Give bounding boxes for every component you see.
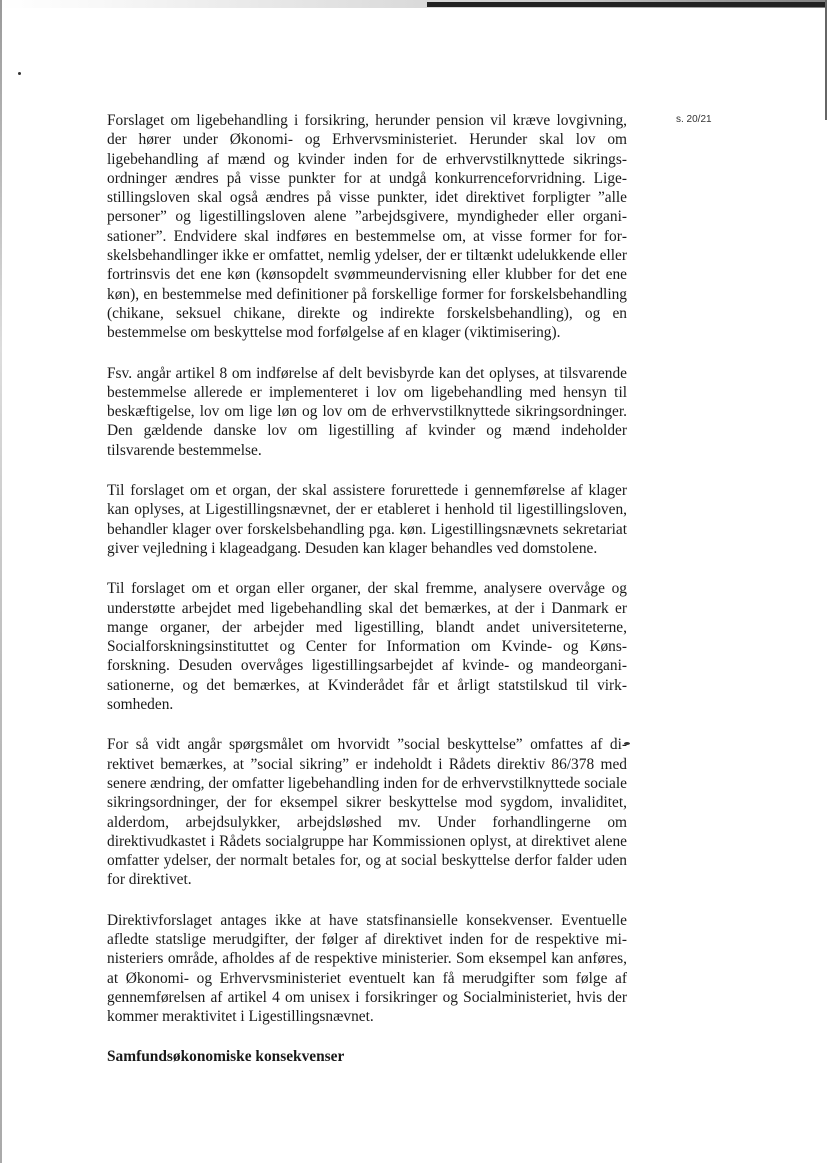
paragraph-insurance: Forslaget om ligebehandling i forsikring, herunder pension vil kræve lovgivning, der hører under Økonomi- og Erhvervsministeriet. Herunder skal lov om ligebehandling af mænd og kvinder inden for de erhvervstilknyttede sikringsordninger ændres på visse punkter for at undgå konkurrenceforvridning. Ligestillingsloven skal også ændres på visse punkter, idet direktivet forpligter ”alle personer” og ligestillingsloven alene ”arbejdsgivere, myndigheder eller organisationer”. Endvidere skal indføres en bestemmelse om, at visse former for forskelsbehandlinger ikke er omfattet, nemlig ydelser, der er tiltænkt udelukkende eller fortrinsvis det ene køn (kønsopdelt svømmeundervisning eller klubber for det ene køn), en bestemmelse med definitioner på forskellige former for forskelsbehandling (chikane, seksuel chikane, direkte og indirekte forskelsbehandling), og en bestemmelse om beskyttelse mod forfølgelse af en klager (viktimisering).: [107, 112, 627, 342]
page-reference: s. 20/21: [676, 114, 712, 125]
paragraph-complaints-body: Til forslaget om et organ, der skal assistere forurettede i gennemførelse af klager kan oplyses, at Ligestillingsnævnet, der er etableret i henhold til ligestillingsloven, behandler klager over forskelsbehandling pga. køn. Ligestillingsnævnets sekretariat giver vejledning i klageadgang. Desuden kan klager behandles ved domstolene.: [107, 482, 627, 557]
scan-edge-left: [0, 0, 2, 1163]
paragraph-financial-consequences: Direktivforslaget antages ikke at have statsfinansielle konsekvenser. Eventuelle afledte statslige merudgifter, der følger af direktivet inden for de respektive ministeriers område, afholdes af de respektive ministerier. Som eksempel kan anføres, at Økonomi- og Erhvervsministeriet eventuelt kan få merudgifter som følge af gennemførelsen af artikel 4 om unisex i forsikringer og Socialministeriet, hvis der kommer meraktivitet i Ligestillingsnævnet.: [107, 911, 627, 1026]
scan-speck: [18, 72, 21, 75]
scan-edge-top-bar: [427, 2, 827, 7]
paragraph-social-protection: For så vidt angår spørgsmålet om hvorvidt ”social beskyttelse” omfattes af direktivet bemærkes, at ”social sikring” er indeholdt i Rådets direktiv 86/378 med senere ændring, der omfatter ligebehandling inden for de erhvervstilknyttede sociale sikringsordninger, der for eksempel sikrer beskyttelse mod sygdom, invaliditet, alderdom, arbejdsulykker, arbejdsløshed mv. Under forhandlingerne om direktivudkastet i Rådets socialgruppe har Kommissionen oplyst, at direktivet alene omfatter ydelser, der normalt betales for, og at social beskyttelse derfor falder uden for direktivet.: [107, 736, 627, 889]
document-body: [107, 111, 627, 1066]
paragraph-burden-of-proof: Fsv. angår artikel 8 om indførelse af delt bevisbyrde kan det oplyses, at tilsvarende bestemmelse allerede er implementeret i lov om ligebehandling med hensyn til beskæftigelse, lov om lige løn og lov om de erhvervstilknyttede sikringsordninger. Den gældende danske lov om ligestilling af kvinder og mænd indeholder tilsvarende bestemmelse.: [107, 364, 627, 459]
paragraph-equality-organs: Til forslaget om et organ eller organer, der skal fremme, analysere overvåge og understøtte arbejdet med ligebehandling skal det bemærkes, at der i Danmark er mange organer, der arbejder med ligestilling, blandt andet universiteterne, Socialforskningsinstituttet og Center for Information om Kvinde- og Kønsforskning. Desuden overvåges ligestillingsarbejdet af kvinde- og mandeorganisationerne, og det bemærkes, at Kvinderådet får et årligt statstilskud til virksomheden.: [107, 580, 627, 714]
section-heading: Samfundsøkonomiske konsekvenser: [107, 1048, 345, 1066]
